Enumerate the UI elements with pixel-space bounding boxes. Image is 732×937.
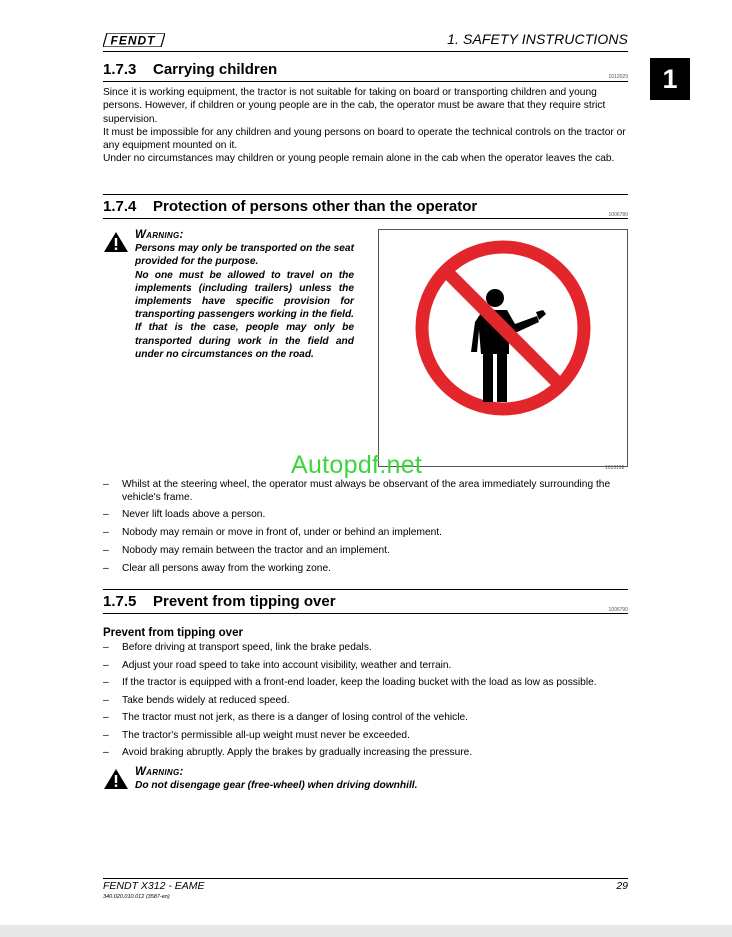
warning-triangle-icon bbox=[103, 768, 129, 790]
watermark: Autopdf.net bbox=[291, 451, 423, 479]
list-item: – Nobody may remain or move in front of, under or behind an implement. bbox=[103, 527, 442, 539]
fendt-logo-text: FENDT bbox=[110, 33, 156, 47]
list-item: – Clear all persons away from the working zone. bbox=[103, 562, 331, 574]
fendt-logo bbox=[103, 33, 165, 47]
warning-line: Persons may only be transported on the seat provided for the purpose. bbox=[135, 243, 354, 268]
section-divider bbox=[103, 194, 628, 195]
section-174-title bbox=[103, 198, 477, 215]
list-item: – The tractor must not jerk, as there is a danger of losing control of the vehicle. bbox=[103, 712, 468, 723]
header-rule bbox=[103, 51, 628, 52]
section-175-bullets bbox=[103, 641, 629, 759]
list-item: – If the tractor is equipped with a front-end loader, keep the loading bucket with the load as low as possible. bbox=[103, 677, 597, 688]
warning-block bbox=[135, 766, 495, 792]
list-item: – Nobody may remain between the tractor and an implement. bbox=[103, 544, 390, 556]
section-ref: 1012029 bbox=[608, 74, 628, 80]
footer-rule bbox=[103, 878, 628, 879]
section-heading: Protection of persons other than the operator bbox=[153, 198, 478, 215]
warning-line: Do not disengage gear (free-wheel) when driving downhill. bbox=[135, 780, 418, 792]
footer-code: 340.020.010.012 (3587-en) bbox=[103, 894, 170, 900]
section-rule bbox=[103, 218, 628, 219]
section-number: 1.7.4 bbox=[103, 198, 137, 215]
section-173-title bbox=[103, 61, 277, 78]
section-174-bullets bbox=[103, 478, 629, 575]
subsection-title: Prevent from tipping over bbox=[103, 627, 243, 639]
page-number: 29 bbox=[616, 880, 628, 892]
chapter-tab: 1 bbox=[650, 58, 690, 100]
section-ref: 1006790 bbox=[608, 607, 628, 613]
section-heading: Carrying children bbox=[153, 61, 278, 78]
paragraph: It must be impossible for any children and young persons on board to operate the technical controls on the tractor or any equipment mounted on it. bbox=[103, 126, 626, 152]
list-item: – Whilst at the steering wheel, the operator must always be observant of the area immediately surrounding the vehicle's frame. bbox=[103, 479, 611, 504]
warning-block bbox=[135, 229, 354, 361]
section-175-title bbox=[103, 593, 336, 610]
list-item: – Avoid braking abruptly. Apply the brakes by gradually increasing the pressure. bbox=[103, 747, 473, 758]
warning-heading: Warning: bbox=[135, 766, 184, 778]
warning-triangle-icon bbox=[103, 231, 129, 253]
list-item: – Before driving at transport speed, link the brake pedals. bbox=[103, 642, 372, 653]
no-passengers-prohibition-icon bbox=[379, 230, 627, 466]
section-rule bbox=[103, 81, 628, 82]
section-number: 1.7.3 bbox=[103, 61, 137, 78]
footer-model: FENDT X312 - EAME bbox=[103, 880, 205, 892]
section-number: 1.7.5 bbox=[103, 593, 137, 610]
list-item: – The tractor's permissible all-up weight must never be exceeded. bbox=[103, 729, 410, 741]
section-divider bbox=[103, 589, 628, 590]
warning-line: No one must be allowed to travel on the implements (including trailers) unless the implements have specific provision for transporting passengers working in the field. If that is the case, people may only be transported during work in the field and under no circumstances on the road. bbox=[135, 269, 354, 360]
section-173-body bbox=[103, 86, 629, 166]
paragraph: Since it is working equipment, the tractor is not suitable for taking on board or transporting children and young persons. However, if children or young people are in the cab, the operator must be aware that they require strict supervision. bbox=[103, 87, 606, 125]
list-item: – Never lift loads above a person. bbox=[103, 509, 266, 521]
section-rule bbox=[103, 613, 628, 614]
bottom-strip bbox=[0, 925, 732, 937]
list-item: – Take bends widely at reduced speed. bbox=[103, 694, 290, 706]
section-heading: Prevent from tipping over bbox=[153, 593, 336, 610]
list-item: – Adjust your road speed to take into account visibility, weather and terrain. bbox=[103, 659, 452, 671]
image-ref: 1019198 bbox=[605, 465, 625, 471]
warning-heading: Warning: bbox=[135, 229, 184, 241]
header-title: 1. SAFETY INSTRUCTIONS bbox=[447, 31, 628, 47]
section-ref: 1006780 bbox=[608, 212, 628, 218]
paragraph: Under no circumstances may children or young people remain alone in the cab when the operator leaves the cab. bbox=[103, 153, 615, 165]
prohibition-image-frame bbox=[378, 229, 628, 467]
